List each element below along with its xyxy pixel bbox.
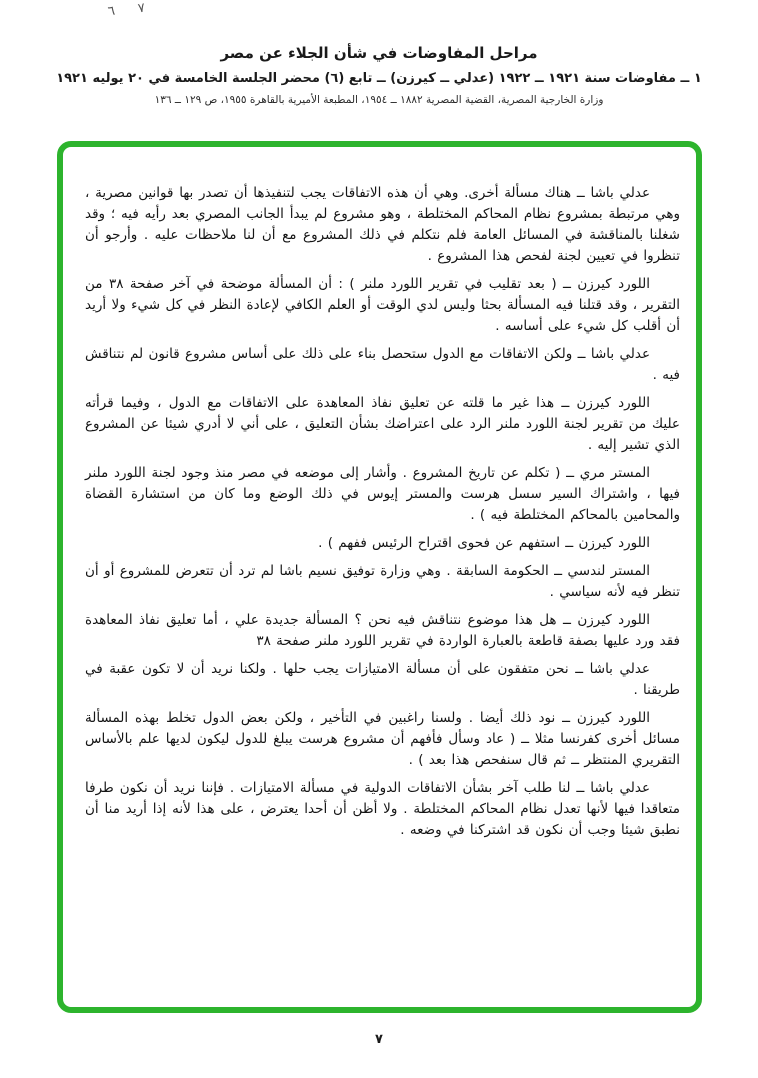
- page-title: مراحل المفاوضات في شأن الجلاء عن مصر: [220, 44, 538, 62]
- paragraph: اللورد كيرزن ــ هذا غير ما قلته عن تعليق نفاذ المعاهدة على الاتفاقات مع الدول ، وفيما قرأته عليك من تقرير لجنة اللورد ملنر الرد على اعتراضك بشأن التعليق ، على أني لا أدري شيئا عن المشروع الذي تشير إليه .: [85, 395, 680, 453]
- page-number: ٧: [375, 1032, 383, 1047]
- handwritten-mark: ٦: [106, 3, 116, 20]
- page-subtitle: ١ ــ مفاوضات سنة ١٩٢١ ــ ١٩٢٢ (عدلي ــ كيرزن) ــ تابع (٦) محضر الجلسة الخامسة في ٢٠ يوليه ١٩٢١: [56, 71, 702, 86]
- source-citation: وزارة الخارجية المصرية، القضية المصرية ١٨٨٢ ــ ١٩٥٤، المطبعة الأميرية بالقاهرة ١٩٥٥، ص ١٢٩ ــ ١٣٦: [154, 94, 604, 106]
- highlight-frame: [57, 141, 702, 1013]
- paragraph: اللورد كيرزن ــ ( بعد تقليب في تقرير اللورد ملنر ) : أن المسألة موضحة في آخر صفحة ٣٨ من التقرير ، وقد قتلنا فيه المسألة بحثا وليس لدي الوقت أو العلم الكافي لإعادة النظر في كل شيء ولا أريد أن أقلب كل شيء على أساسه .: [85, 276, 680, 334]
- paragraph: عدلي باشا ــ هناك مسألة أخرى. وهي أن هذه الاتفاقات يجب لتنفيذها أن تصدر بها قوانين مصرية ، وهي مرتبطة بمشروع نظام المحاكم المختلطة ، وهو مشروع لم يبدأ الجانب المصري بعد رأيه فيه ؛ وقد شغلنا بالمناقشة في المسائل العامة فلم نتكلم في ذلك المشروع مع أن لنا ملاحظات عليه . وأرجو أن تنظروا في تعيين لجنة لفحص هذا المشروع .: [85, 185, 680, 264]
- paragraph: عدلي باشا ــ نحن متفقون على أن مسألة الامتيازات يجب حلها . ولكنا نريد أن لا تكون عقبة في طريقنا .: [85, 661, 680, 698]
- document-header: [0, 44, 758, 106]
- paragraph: عدلي باشا ــ ولكن الاتفاقات مع الدول ستحصل بناء على ذلك على أساس مشروع قانون لم نتناقش فيه .: [85, 346, 680, 383]
- document-body: [63, 147, 696, 841]
- handwritten-mark: ٧: [136, 0, 146, 17]
- paragraph: اللورد كيرزن ــ هل هذا موضوع نتناقش فيه نحن ؟ المسألة جديدة علي ، أما تعليق نفاذ المعاهدة فقد ورد عليها بصفة قاطعة بالعبارة الواردة في تقرير اللورد ملنر صفحة ٣٨: [85, 612, 680, 649]
- paragraph: اللورد كيرزن ــ استفهم عن فحوى اقتراح الرئيس ففهم ) .: [318, 535, 650, 551]
- paragraph: المستر لندسي ــ الحكومة السابقة . وهي وزارة توفيق نسيم باشا لم ترد أن تتعرض للمشروع أو أن تنظر فيه لأنه سياسي .: [85, 563, 680, 600]
- paragraph: اللورد كيرزن ــ نود ذلك أيضا . ولسنا راغبين في التأخير ، ولكن بعض الدول تخلط بهذه المسألة مسائل أخرى كفرنسا مثلا ــ ( عاد وسأل فأفهم أن مشروع هرست يبلغ للدول ليكون لديها علم بالأساس التقريري المنتظر ــ ثم قال سنفحص هذا بعد ) .: [85, 710, 680, 768]
- paragraph: عدلي باشا ــ لنا طلب آخر بشأن الاتفاقات الدولية في مسألة الامتيازات . فإننا نريد أن نكون طرفا متعاقدا فيها لأنها تعدل نظام المحاكم المختلطة . ولا أظن أن أحدا يعترض ، على هذا لأنه إذا أريد منا أن نطبق شيئا وجب أن نكون قد اشتركنا في وضعه .: [85, 780, 680, 838]
- paragraph: المستر مري ــ ( تكلم عن تاريخ المشروع . وأشار إلى موضعه في مصر منذ وجود لجنة اللورد ملنر فيها ، واشتراك السير سسل هرست والمستر إيوس في ذلك الوضع وما كان من استشارة القضاة والمحامين بالمحاكم المختلطة فيه ) .: [85, 465, 680, 523]
